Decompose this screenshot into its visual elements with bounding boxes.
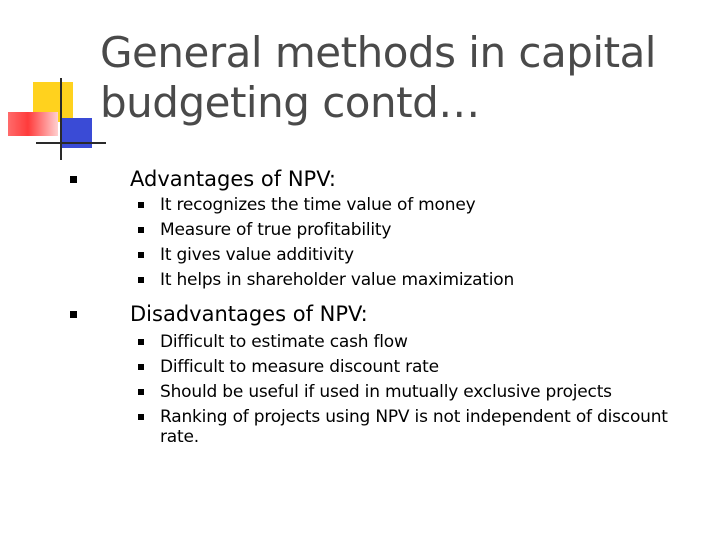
list-item: It gives value additivity: [138, 245, 708, 265]
vertical-line-shape: [60, 78, 62, 160]
square-bullet-icon: [70, 176, 77, 183]
horizontal-line-shape: [36, 142, 106, 144]
list-item: Ranking of projects using NPV is not independent of discount rate.: [138, 407, 708, 447]
square-bullet-icon: [138, 227, 144, 233]
square-bullet-icon: [138, 414, 144, 420]
square-bullet-icon: [138, 389, 144, 395]
list-item: Difficult to measure discount rate: [138, 357, 708, 377]
list-item: It recognizes the time value of money: [138, 195, 708, 215]
decorative-logo: [0, 0, 110, 170]
square-bullet-icon: [138, 364, 144, 370]
square-bullet-icon: [138, 339, 144, 345]
square-bullet-icon: [138, 252, 144, 258]
section-heading-text: Disadvantages of NPV:: [130, 302, 368, 326]
slide-title: General methods in capital budgeting contd…: [100, 28, 656, 127]
advantages-list: [138, 195, 708, 295]
list-item: Should be useful if used in mutually exclusive projects: [138, 382, 708, 402]
square-bullet-icon: [70, 311, 77, 318]
disadvantages-list: [138, 332, 708, 452]
list-item: It helps in shareholder value maximization: [138, 270, 708, 290]
square-bullet-icon: [138, 202, 144, 208]
section-heading-text: Advantages of NPV:: [130, 167, 336, 191]
square-bullet-icon: [138, 277, 144, 283]
red-bar-shape: [8, 112, 58, 136]
list-item: Measure of true profitability: [138, 220, 708, 240]
list-item: Difficult to estimate cash flow: [138, 332, 708, 352]
